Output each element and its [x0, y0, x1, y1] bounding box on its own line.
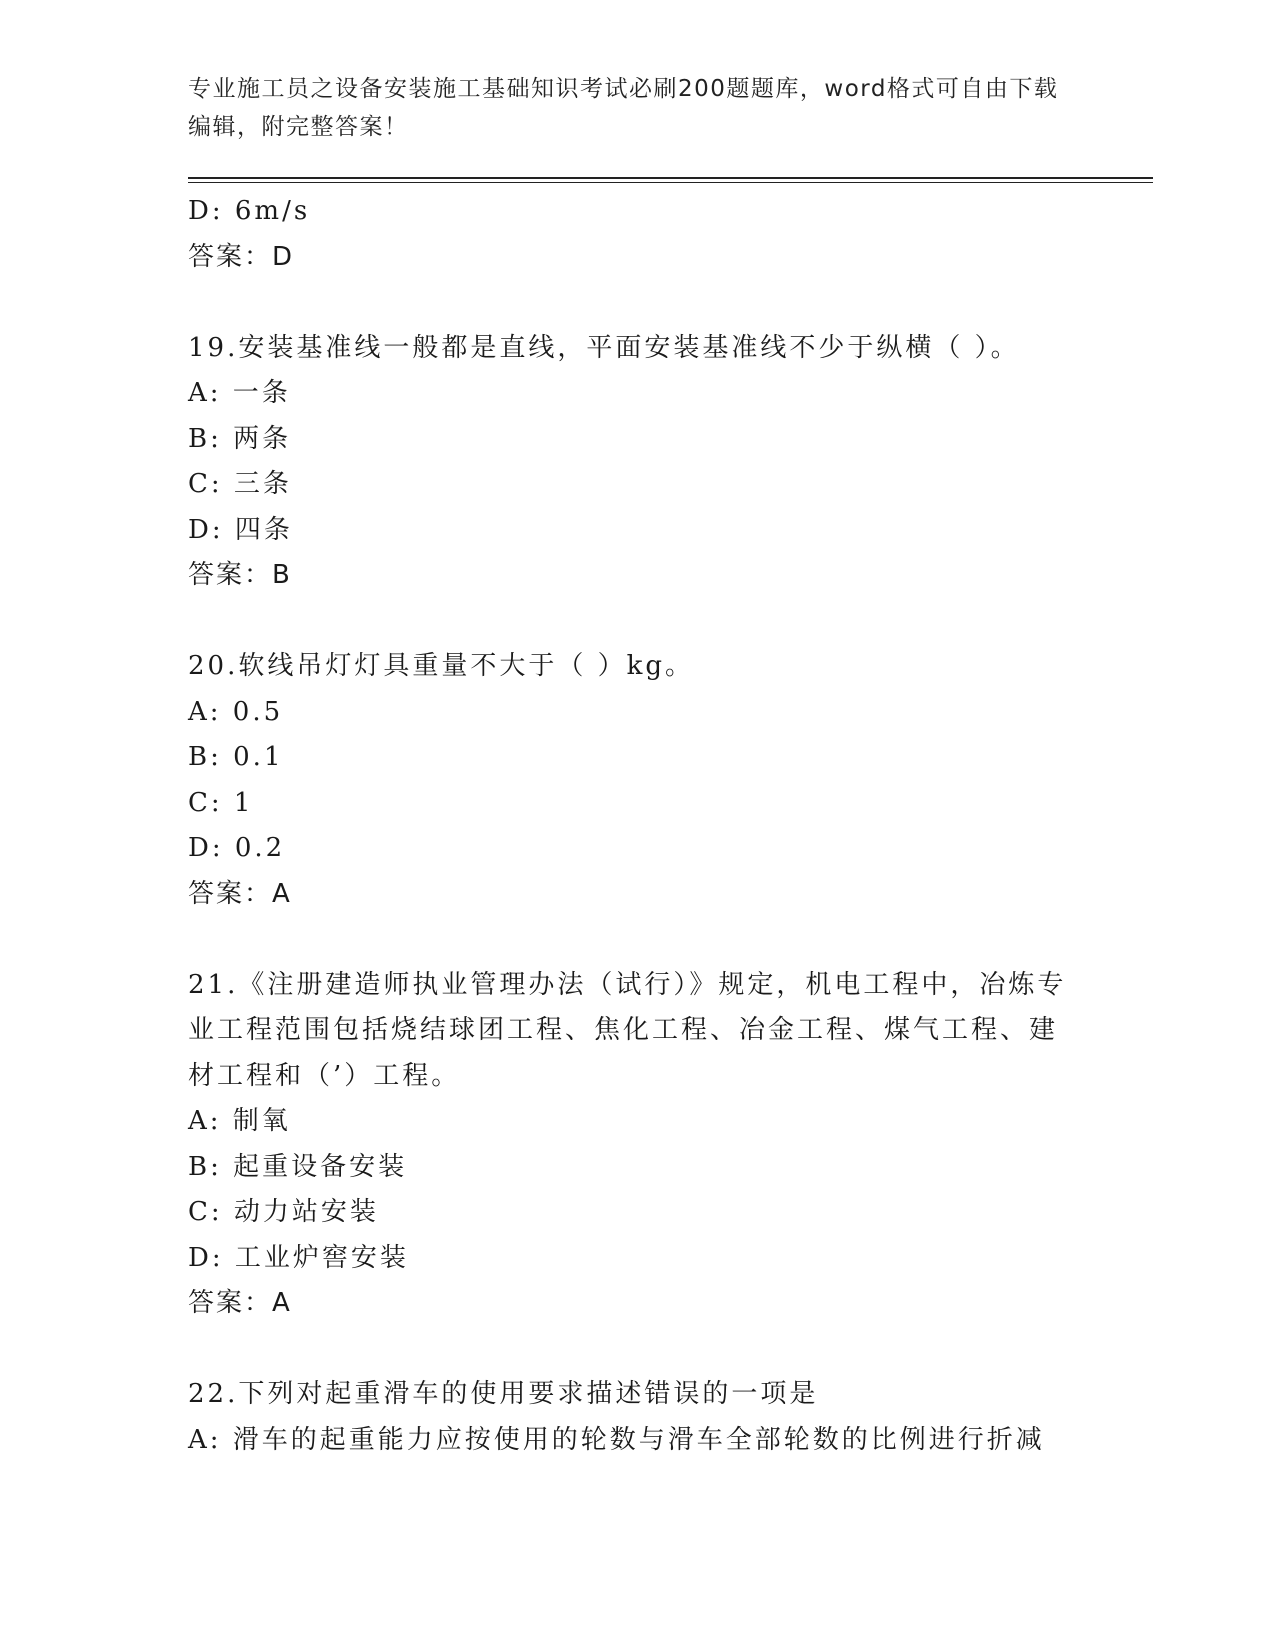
option-d: D: 6m/s	[188, 196, 311, 226]
question-22	[188, 1372, 1088, 1463]
option-a: A: 制氧	[188, 1106, 291, 1136]
option-b: B: 起重设备安装	[188, 1151, 408, 1182]
answer: 答案：A	[188, 878, 292, 909]
question-stem: 20.软线吊灯灯具重量不大于（ ）kg。	[188, 651, 695, 681]
option-d: D: 0.2	[188, 833, 286, 863]
question-stem-line-3: 材工程和（’）工程。	[188, 1060, 461, 1091]
option-b: B: 0.1	[188, 742, 284, 772]
answer: 答案：D	[188, 241, 295, 272]
question-20	[188, 644, 1088, 917]
option-a: A: 滑车的起重能力应按使用的轮数与滑车全部轮数的比例进行折减	[188, 1424, 1045, 1455]
option-a: A: 0.5	[188, 696, 284, 727]
option-d: D: 四条	[188, 514, 293, 545]
question-21	[188, 963, 1088, 1327]
option-c: C: 1	[188, 787, 254, 818]
option-d: D: 工业炉窖安装	[188, 1242, 409, 1273]
option-c: C: 三条	[188, 469, 292, 499]
option-c: C: 动力站安装	[188, 1197, 379, 1227]
document-header	[188, 70, 1088, 146]
spacer	[188, 280, 1088, 326]
spacer	[188, 917, 1088, 963]
option-a: A: 一条	[188, 378, 291, 408]
header-title-line-2: 编辑，附完整答案！	[188, 114, 409, 140]
question-stem-line-2: 业工程范围包括烧结球团工程、焦化工程、冶金工程、煤气工程、建	[188, 1015, 1059, 1045]
option-b: B: 两条	[188, 423, 292, 454]
header-divider-thick	[188, 177, 1153, 179]
header-divider-thin	[188, 182, 1153, 183]
answer: 答案：A	[188, 1288, 292, 1318]
spacer	[188, 599, 1088, 645]
question-stem: 22.下列对起重滑车的使用要求描述错误的一项是	[188, 1379, 819, 1409]
header-title-line-1: 专业施工员之设备安装施工基础知识考试必刷200题题库，word格式可自由下载	[188, 76, 1059, 102]
answer: 答案：B	[188, 560, 292, 590]
question-19	[188, 326, 1088, 599]
question-stem-line-1: 21.《注册建造师执业管理办法（试行）》规定，机电工程中，冶炼专	[188, 969, 1067, 1000]
spacer	[188, 1327, 1088, 1373]
question-stem: 19.安装基准线一般都是直线，平面安装基准线不少于纵横（ ）。	[188, 332, 1020, 363]
question-list	[188, 189, 1088, 1463]
